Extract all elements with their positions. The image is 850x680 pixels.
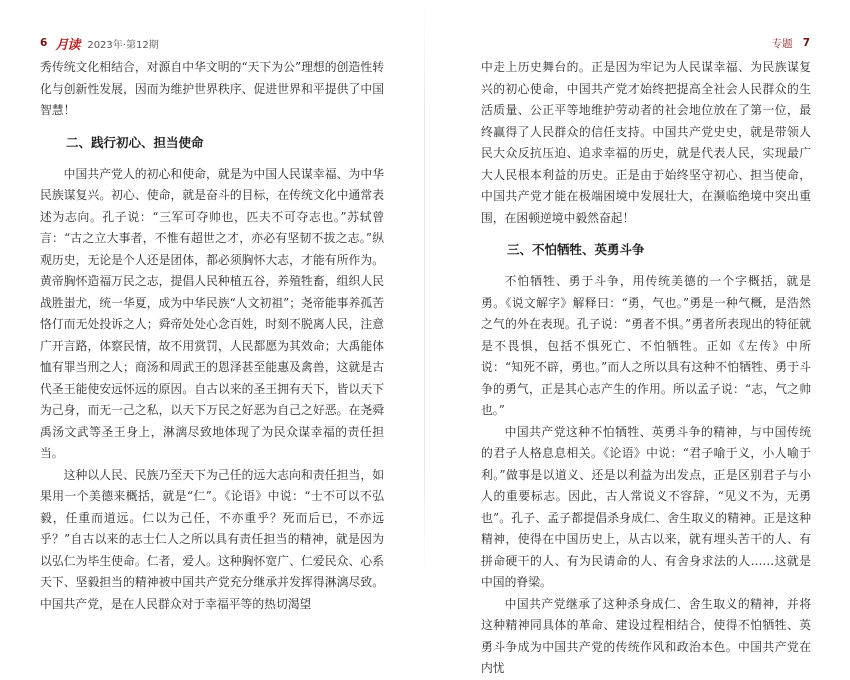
left-running-header (40, 36, 159, 53)
section-label: 专题 (771, 37, 793, 50)
section-heading-two: 二、践行初心、担当使命 (66, 134, 204, 150)
right-continued-paragraph: 中走上历史舞台的。正是因为牢记为人民谋幸福、为民族谋复兴的初心使命，中国共产党才始终把提高全社会人民群众的生活质量、公正平等地维护劳动者的社会地位放在了第一位，最终赢得了人民群众的信任支持。中国共产党史史，就是带领人民大众反抗压迫、追求幸福的历史，就是代表人民，实现最广大人民根本利益的历史。正是由于始终坚守初心、担当使命，中国共产党才能在极端困境中发展壮大，在濒临绝境中突出重围，在困顿逆境中毅然奋起！ (481, 60, 811, 225)
right-paragraph-2: 中国共产党这种不怕牺牲、英勇斗争的精神，与中国传统的君子人格息息相关。《论语》中说：“君子喻于义，小人喻于利。”做事是以道义、还是以利益为出发点，正是区别君子与小人的重要标志。因此，古人常说义不容辞，“见义不为，无勇也”。孔子、孟子都提倡杀身成仁、舍生取义的精神。正是这种精神，使得在中国历史上，从古以来，就有埋头苦干的人、有拼命硬干的人、有为民请命的人、有舍身求法的人……这就是中国的脊梁。 (481, 424, 811, 589)
issue-label: 2023年·第12期 (87, 39, 159, 51)
left-continued-paragraph: 秀传统文化相结合，对源自中华文明的“天下为公”理想的创造性转化与创新性发展，因而为维护世界秩序、促进世界和平提供了中国智慧！ (40, 60, 384, 117)
left-paragraph-2: 这种以人民、民族乃至天下为己任的远大志向和责任担当，如果用一个美德来概括，就是“仁”。《论语》中说：“士不可以不弘毅，任重而道远。仁以为己任，不亦重乎？死而后已，不亦远乎？”自古以来的志士仁人之所以具有责任担当的精神，就是因为以弘仁为毕生使命。仁者，爱人。这种胸怀宽广、仁爱民众、心系天下、坚毅担当的精神被中国共产党充分继承并发挥得淋漓尽致。中国共产党，是在人民群众对于幸福平等的热切渴望 (40, 467, 384, 611)
magazine-logo: 月读 (55, 37, 80, 53)
left-paragraph-1: 中国共产党人的初心和使命，就是为中国人民谋幸福、为中华民族谋复兴。初心、使命，就是奋斗的目标，在传统文化中通常表述为志向。孔子说：“三军可夺帅也，匹夫不可夺志也。”苏轼曾言：“古之立大事者，不惟有超世之才，亦必有坚韧不拔之志。”纵观历史，无论是个人还是团体，都必须胸怀大志，才能有所作为。黄帝胸怀造福万民之志，提倡人民种植五谷，养殖牲畜，组织人民战胜蚩尤，统一华夏，成为中华民族“人文初祖”；尧帝能事养孤苦恪仃而无处投诉之人；舜帝处处心念百姓，时刻不脱离人民，注意广开言路，体察民情，故不用赏罚，人民都愿为其效命；大禹能体恤有罪当刑之人；商汤和周武王的恩泽甚至能惠及禽兽，这就是古代圣王能使安远怀远的原因。自古以来的圣王拥有天下，皆以天下为己身，而无一己之私，以天下万民之好恶为自己之好恶。在尧舜禹汤文武等圣王身上，淋漓尽致地体现了为民众谋幸福的责任担当。 (40, 166, 384, 460)
right-page-body (481, 57, 811, 680)
right-paragraph-3: 中国共产党继承了这种杀身成仁、舍生取义的精神，并将这种精神同具体的革命、建设过程相结合，使得不怕牺牲、英勇斗争成为中国共产党的传统作风和政治本色。中国共产党在内忧 (481, 596, 811, 675)
left-page-number: 6 (40, 37, 48, 49)
right-page-number: 7 (802, 37, 810, 49)
page-gutter (424, 0, 425, 578)
left-page-body (40, 57, 384, 615)
right-running-header (772, 36, 810, 50)
right-paragraph-1: 不怕牺牲、勇于斗争，用传统美德的一个字概括，就是勇。《说文解字》解释曰：“勇，气也。”勇是一种气概，是浩然之气的外在表现。孔子说：“勇者不惧。”勇者所表现出的特征就是不畏惧，包括不惧死亡、不怕牺牲。正如《左传》中所说：“知死不辟，勇也。”而人之所以具有这种不怕牺牲、勇于斗争的勇气，正是其心志产生的作用。所以孟子说：“志，气之帅也。” (481, 274, 811, 417)
section-heading-three: 三、不怕牺牲、英勇斗争 (507, 242, 645, 257)
